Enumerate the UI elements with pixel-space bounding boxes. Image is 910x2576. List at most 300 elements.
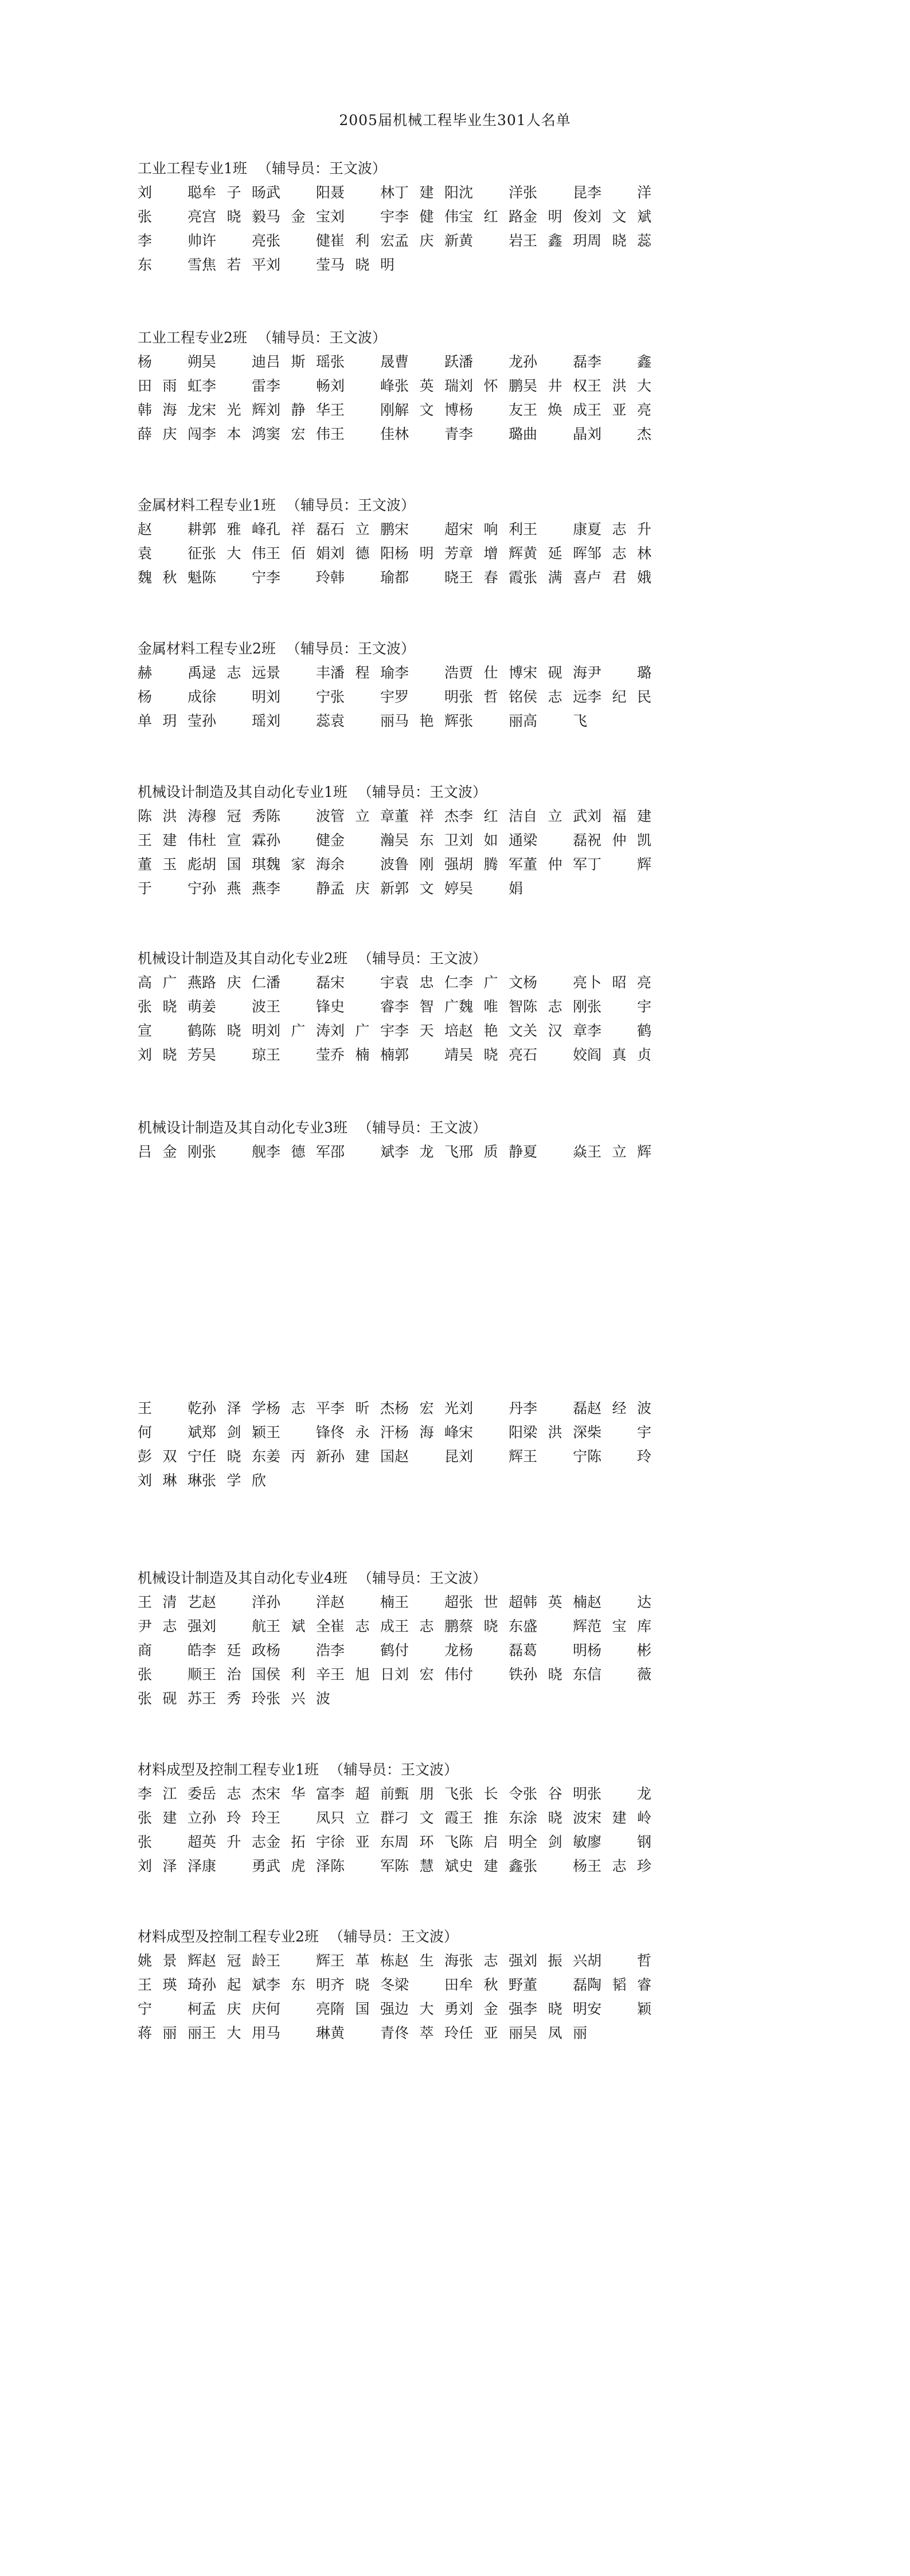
student-name: 张 宇 (330, 688, 395, 705)
student-name: 徐 明 (202, 688, 266, 705)
student-name: 董仲军 (523, 856, 587, 873)
class-section (138, 1758, 651, 1878)
student-name: 林 青 (395, 426, 459, 442)
student-name: 刘文斌 (587, 208, 651, 225)
student-list (138, 1590, 651, 1711)
student-name: 周晓蕊 (587, 232, 651, 249)
student-name: 刘宏伟 (395, 1666, 459, 1683)
student-name: 王 锋 (266, 998, 330, 1015)
student-name: 孙起斌 (202, 1976, 266, 1993)
advisor-label: （辅导员：王文波） (329, 1761, 458, 1778)
student-name: 李纪民 (587, 688, 651, 705)
class-section (138, 637, 651, 733)
student-name: 黄 岩 (459, 232, 523, 249)
student-name: 牟秋野 (459, 1976, 523, 1993)
student-name: 马艳辉 (395, 713, 459, 729)
student-name: 陈晓明 (202, 1022, 266, 1039)
student-name: 李 鹤 (587, 1022, 651, 1039)
student-name: 逯志远 (202, 664, 266, 681)
student-name: 陈慧斌 (395, 1858, 459, 1874)
student-name: 王革栋 (330, 1952, 395, 1969)
student-name: 付 龙 (395, 1642, 459, 1659)
student-name: 王推东 (459, 1810, 523, 1826)
student-name: 都 晓 (395, 569, 459, 586)
student-name: 宣 鹤 (138, 1022, 202, 1039)
student-name: 王瑛琦 (138, 1976, 202, 1993)
student-name: 边大勇 (395, 2001, 459, 2017)
student-name: 张 亮 (138, 208, 202, 225)
student-name: 吴东卫 (395, 832, 459, 849)
student-name: 沈 洋 (459, 184, 523, 201)
student-name: 张世超 (459, 1594, 523, 1610)
student-list (138, 971, 651, 1067)
student-name: 蒋丽丽 (138, 2025, 202, 2041)
class-section (138, 326, 651, 446)
student-name: 丁 辉 (587, 856, 651, 873)
student-name: 康 勇 (202, 1858, 266, 1874)
student-name: 赵冠龄 (202, 1952, 266, 1969)
student-name: 鲁刚强 (395, 856, 459, 873)
student-name: 杨宏光 (395, 1400, 459, 1417)
student-name: 陈 玲 (587, 1448, 651, 1465)
student-name: 姜 波 (202, 998, 266, 1015)
student-name: 董玉彪 (138, 856, 202, 873)
advisor-label: （辅导员：王文波） (357, 1570, 487, 1586)
student-name: 管立章 (330, 808, 395, 824)
student-name: 李 帅 (138, 232, 202, 249)
student-name: 董祥杰 (395, 808, 459, 824)
student-name: 宋 阳 (459, 1424, 523, 1441)
student-name: 潘 磊 (266, 974, 330, 991)
student-name: 周环飞 (395, 1834, 459, 1850)
student-name: 赫 禹 (138, 664, 202, 681)
class-heading (138, 637, 651, 661)
student-name: 姜丙新 (266, 1448, 330, 1465)
student-name: 刘泽泽 (138, 1858, 202, 1874)
student-name: 宋响利 (459, 521, 523, 538)
student-name: 张 杨 (523, 1858, 587, 1874)
student-name: 章增辉 (459, 545, 523, 562)
student-name: 孙 洋 (266, 1594, 330, 1610)
student-name: 张兴波 (266, 1690, 330, 1707)
student-name: 王秀玲 (202, 1690, 266, 1707)
student-name: 王大用 (202, 2025, 266, 2041)
student-list (138, 1782, 651, 1878)
student-name: 石 姣 (523, 1046, 587, 1063)
student-list (138, 517, 651, 590)
student-name: 彭双宁 (138, 1448, 202, 1465)
student-name: 袁忠仁 (395, 974, 459, 991)
class-heading (138, 326, 651, 350)
student-name: 廖 钢 (587, 1834, 651, 1850)
student-name: 金明俊 (523, 208, 587, 225)
student-name: 崔志成 (330, 1618, 395, 1635)
student-name: 王亚亮 (587, 402, 651, 418)
student-name: 任晓东 (202, 1448, 266, 1465)
student-name: 陈 宁 (202, 569, 266, 586)
student-name: 杨 磊 (459, 1642, 523, 1659)
student-name: 王春霞 (459, 569, 523, 586)
student-name: 张建立 (138, 1810, 202, 1826)
student-name: 吕斯瑶 (266, 353, 330, 370)
student-name: 赵经波 (587, 1400, 651, 1417)
student-name: 李天培 (395, 1022, 459, 1039)
student-name: 付 铁 (459, 1666, 523, 1683)
student-name: 李晓明 (523, 2001, 587, 2017)
student-list (138, 1140, 651, 1164)
student-name: 宫晓毅 (202, 208, 266, 225)
student-name: 王 刚 (330, 402, 395, 418)
student-name: 邵 斌 (330, 1143, 395, 1160)
student-name: 甄朋飞 (395, 1785, 459, 1802)
class-heading (138, 157, 651, 181)
student-name: 王焕成 (523, 402, 587, 418)
student-name: 马金宝 (266, 208, 330, 225)
student-name: 马 琳 (266, 2025, 330, 2041)
student-name: 刘 丹 (459, 1400, 523, 1417)
student-name: 赵生海 (395, 1952, 459, 1969)
class-name: 材料成型及控制工程专业2班 (138, 1928, 319, 1945)
student-name: 景 丰 (266, 664, 330, 681)
student-name: 刘 蕊 (266, 713, 330, 729)
student-name: 孙 磊 (523, 353, 587, 370)
student-name: 王志鹏 (395, 1618, 459, 1635)
student-name: 梁 田 (395, 1976, 459, 1993)
student-name: 李健伟 (395, 208, 459, 225)
student-name: 刘 宇 (330, 208, 395, 225)
student-name: 孙燕燕 (202, 880, 266, 897)
student-name: 李昕杰 (330, 1400, 395, 1417)
student-name: 胡国琪 (202, 856, 266, 873)
class-heading (138, 1116, 651, 1140)
student-name: 陶韬睿 (587, 1976, 651, 1993)
student-list (138, 1949, 651, 2045)
class-name: 机械设计制造及其自动化专业3班 (138, 1119, 347, 1136)
student-name: 袁 征 (138, 545, 202, 562)
student-name: 张谷明 (523, 1785, 587, 1802)
student-name: 王 乾 (138, 1400, 202, 1417)
class-section-continued (138, 1396, 651, 1493)
student-name: 丁建阳 (395, 184, 459, 201)
student-name: 崔利宏 (330, 232, 395, 249)
student-name: 孙 瑶 (202, 713, 266, 729)
student-list (138, 1396, 651, 1493)
advisor-label: （辅导员：王文波） (286, 497, 415, 513)
student-name: 刘福建 (587, 808, 651, 824)
student-name: 柴 宇 (587, 1424, 651, 1441)
student-name: 胡 哲 (587, 1952, 651, 1969)
class-heading (138, 1758, 651, 1782)
student-name: 王清艺 (138, 1594, 202, 1610)
student-name: 姚景辉 (138, 1952, 202, 1969)
student-name: 刘 宁 (266, 688, 330, 705)
student-name: 魏秋魁 (138, 569, 202, 586)
class-name: 材料成型及控制工程专业1班 (138, 1761, 319, 1778)
class-section (138, 947, 651, 1067)
student-name: 杨 彬 (587, 1642, 651, 1659)
student-name: 李广文 (459, 974, 523, 991)
student-name: 王斌全 (266, 1618, 330, 1635)
student-name: 盛 辉 (523, 1618, 587, 1635)
advisor-label: （辅导员：王文波） (286, 640, 415, 657)
student-name: 张英瑞 (395, 378, 459, 394)
student-name: 王志珍 (587, 1858, 651, 1874)
student-name: 李红洁 (459, 808, 523, 824)
student-name: 李 畅 (266, 378, 330, 394)
student-name: 魏唯智 (459, 998, 523, 1015)
student-name: 宋光辉 (202, 402, 266, 418)
student-name: 穆冠秀 (202, 808, 266, 824)
student-name: 聂 林 (330, 184, 395, 201)
student-name: 李德军 (266, 1143, 330, 1160)
student-name: 许 亮 (202, 232, 266, 249)
student-name: 李智广 (395, 998, 459, 1015)
student-name: 刘 辉 (459, 1448, 523, 1465)
student-name: 魏家海 (266, 856, 330, 873)
student-name: 宋 宇 (330, 974, 395, 991)
student-name: 岳志杰 (202, 1785, 266, 1802)
student-name: 黄延晖 (523, 545, 587, 562)
student-name: 张 健 (266, 232, 330, 249)
student-name: 王佰娟 (266, 545, 330, 562)
student-name: 焦若平 (202, 256, 266, 273)
student-name: 杨海峰 (395, 1424, 459, 1441)
student-name: 自立武 (523, 808, 587, 824)
student-name: 李 鹤 (330, 1642, 395, 1659)
student-name: 夏志升 (587, 521, 651, 538)
student-name: 王鑫玥 (523, 232, 587, 249)
student-name: 张 丽 (459, 713, 523, 729)
class-heading (138, 947, 651, 971)
student-name: 陈 军 (330, 1858, 395, 1874)
student-name: 李江委 (138, 1785, 202, 1802)
student-name: 李东明 (266, 1976, 330, 1993)
student-name: 田雨虹 (138, 378, 202, 394)
class-section (138, 1116, 651, 1164)
student-name: 王 康 (523, 521, 587, 538)
student-name: 王洪大 (587, 378, 651, 394)
student-name: 武虎泽 (266, 1858, 330, 1874)
student-name: 曹 跃 (395, 353, 459, 370)
class-name: 机械设计制造及其自动化专业1班 (138, 784, 347, 800)
student-name: 夏 焱 (523, 1143, 587, 1160)
student-name: 张 顺 (138, 1666, 202, 1683)
student-name: 孙 健 (266, 832, 330, 849)
student-name: 张学欣 (202, 1472, 266, 1489)
student-name: 刘静华 (266, 402, 330, 418)
student-name: 任亚丽 (459, 2025, 523, 2041)
student-name: 孙玲玲 (202, 1810, 266, 1826)
student-name: 张 晟 (330, 353, 395, 370)
student-name: 涂晓波 (523, 1810, 587, 1826)
student-name: 张 超 (138, 1834, 202, 1850)
student-name: 吕金刚 (138, 1143, 202, 1160)
student-name: 王旭日 (330, 1666, 395, 1683)
student-name: 刁文霞 (395, 1810, 459, 1826)
class-name: 工业工程专业2班 (138, 329, 247, 346)
student-name: 张砚苏 (138, 1690, 202, 1707)
student-name: 宋砚海 (523, 664, 587, 681)
student-name: 吴 迪 (202, 353, 266, 370)
student-name: 武 阳 (266, 184, 330, 201)
student-name: 葛 明 (523, 1642, 587, 1659)
student-name: 赵艳文 (459, 1022, 523, 1039)
student-name: 王治国 (202, 1666, 266, 1683)
student-name: 尹 璐 (587, 664, 651, 681)
student-name: 赵 楠 (330, 1594, 395, 1610)
student-name: 解文博 (395, 402, 459, 418)
student-name: 刘如通 (459, 832, 523, 849)
student-name: 孙泽学 (202, 1400, 266, 1417)
advisor-label: （辅导员：王文波） (329, 1928, 458, 1945)
student-name: 王 超 (395, 1594, 459, 1610)
student-name: 陈 波 (266, 808, 330, 824)
student-name: 潘程瑜 (330, 664, 395, 681)
student-name: 路庆仁 (202, 974, 266, 991)
student-name: 郭文婷 (395, 880, 459, 897)
student-name: 宁 柯 (138, 2001, 202, 2017)
student-name: 贾仕博 (459, 664, 523, 681)
student-name: 高 飞 (523, 713, 587, 729)
advisor-label: （辅导员：王文波） (357, 784, 487, 800)
student-name: 杜宣霖 (202, 832, 266, 849)
student-name: 杨 友 (459, 402, 523, 418)
student-name: 刘 莹 (266, 256, 330, 273)
student-name: 刘德阳 (330, 545, 395, 562)
student-name: 牟子旸 (202, 184, 266, 201)
student-name: 刘晓芳 (138, 1046, 202, 1063)
student-name: 信 薇 (587, 1666, 651, 1683)
student-name: 张满喜 (523, 569, 587, 586)
student-name: 窦宏伟 (266, 426, 330, 442)
student-name: 吴井权 (523, 378, 587, 394)
student-name: 宝红路 (459, 208, 523, 225)
student-name: 杨明芳 (395, 545, 459, 562)
student-name: 齐晓冬 (330, 1976, 395, 1993)
student-name: 董 磊 (523, 1976, 587, 1993)
student-name: 马晓明 (330, 256, 395, 273)
student-name: 何 斌 (138, 1424, 202, 1441)
student-name: 王建伟 (138, 832, 202, 849)
student-name: 刘 峰 (330, 378, 395, 394)
student-name: 李 磊 (523, 1400, 587, 1417)
student-name: 尹志强 (138, 1618, 202, 1635)
advisor-label: （辅导员：王文波） (357, 950, 487, 967)
class-section (138, 157, 651, 277)
student-name: 宋华富 (266, 1785, 330, 1802)
student-name: 李 浩 (395, 664, 459, 681)
student-name: 史建鑫 (459, 1858, 523, 1874)
student-name: 王立辉 (587, 1143, 651, 1160)
student-name: 东 雪 (138, 256, 202, 273)
advisor-label: （辅导员：王文波） (257, 329, 386, 346)
student-name: 只立群 (330, 1810, 395, 1826)
student-name: 孟庆庆 (202, 2001, 266, 2017)
student-name: 刘广涛 (266, 1022, 330, 1039)
student-name: 卢君娥 (587, 569, 651, 586)
student-name: 韩海龙 (138, 402, 202, 418)
class-section (138, 493, 651, 590)
student-name: 李 雷 (202, 378, 266, 394)
student-name: 邢质静 (459, 1143, 523, 1160)
student-name: 孙晓东 (523, 1666, 587, 1683)
student-name: 宋 超 (395, 521, 459, 538)
student-name: 吴 娟 (459, 880, 523, 897)
student-name: 史 睿 (330, 998, 395, 1015)
student-name: 安 颖 (587, 2001, 651, 2017)
student-name: 罗 明 (395, 688, 459, 705)
student-name: 杨 成 (138, 688, 202, 705)
student-name: 蔡晓东 (459, 1618, 523, 1635)
student-name: 张 龙 (587, 1785, 651, 1802)
student-list (138, 661, 651, 733)
student-name: 赵 耕 (138, 521, 202, 538)
student-name: 张 昆 (523, 184, 587, 201)
student-name: 孟庆新 (395, 232, 459, 249)
student-name: 金 瀚 (330, 832, 395, 849)
student-list (138, 181, 651, 277)
student-name: 于 宁 (138, 880, 202, 897)
student-name: 王 宁 (523, 1448, 587, 1465)
student-name: 乔楠楠 (330, 1046, 395, 1063)
class-section (138, 780, 651, 901)
student-name: 刘广宇 (330, 1022, 395, 1039)
student-name: 梁 磊 (523, 832, 587, 849)
class-name: 金属材料工程专业1班 (138, 497, 276, 513)
advisor-label: （辅导员：王文波） (357, 1119, 487, 1136)
student-name: 曲 晶 (523, 426, 587, 442)
student-name: 刘琳琳 (138, 1472, 202, 1489)
student-name: 赵 昆 (395, 1448, 459, 1465)
student-name: 余 波 (330, 856, 395, 873)
class-section (138, 1566, 651, 1711)
student-name: 李 静 (266, 880, 330, 897)
student-name: 王 莹 (266, 1046, 330, 1063)
student-name: 李龙飞 (395, 1143, 459, 1160)
student-name: 袁 丽 (330, 713, 395, 729)
student-name: 赵 洋 (202, 1594, 266, 1610)
advisor-label: （辅导员：王文波） (257, 160, 386, 177)
student-name: 吴 琼 (202, 1046, 266, 1063)
student-name: 关汉章 (523, 1022, 587, 1039)
student-name: 李本鸿 (202, 426, 266, 442)
student-name: 张志强 (459, 1952, 523, 1969)
student-name: 刘 聪 (138, 184, 202, 201)
student-name: 杨志平 (266, 1400, 330, 1417)
student-name: 刘 航 (202, 1618, 266, 1635)
student-name: 李廷政 (202, 1642, 266, 1659)
student-name: 单玥莹 (138, 713, 202, 729)
student-name: 何 亮 (266, 2001, 330, 2017)
student-name: 赵 达 (587, 1594, 651, 1610)
student-name: 李 鑫 (587, 353, 651, 370)
student-name: 王 锋 (266, 1424, 330, 1441)
student-name: 张 舰 (202, 1143, 266, 1160)
student-list (138, 804, 651, 901)
class-heading (138, 493, 651, 517)
student-name: 侯志远 (523, 688, 587, 705)
student-name: 佟永汗 (330, 1424, 395, 1441)
student-name: 吴晓亮 (459, 1046, 523, 1063)
student-name: 卜昭亮 (587, 974, 651, 991)
student-name: 张晓萌 (138, 998, 202, 1015)
student-name: 孟庆新 (330, 880, 395, 897)
student-name: 薛庆闯 (138, 426, 202, 442)
class-heading (138, 780, 651, 804)
student-name: 英升志 (202, 1834, 266, 1850)
student-name: 祝仲凯 (587, 832, 651, 849)
class-name: 金属材料工程专业2班 (138, 640, 276, 657)
